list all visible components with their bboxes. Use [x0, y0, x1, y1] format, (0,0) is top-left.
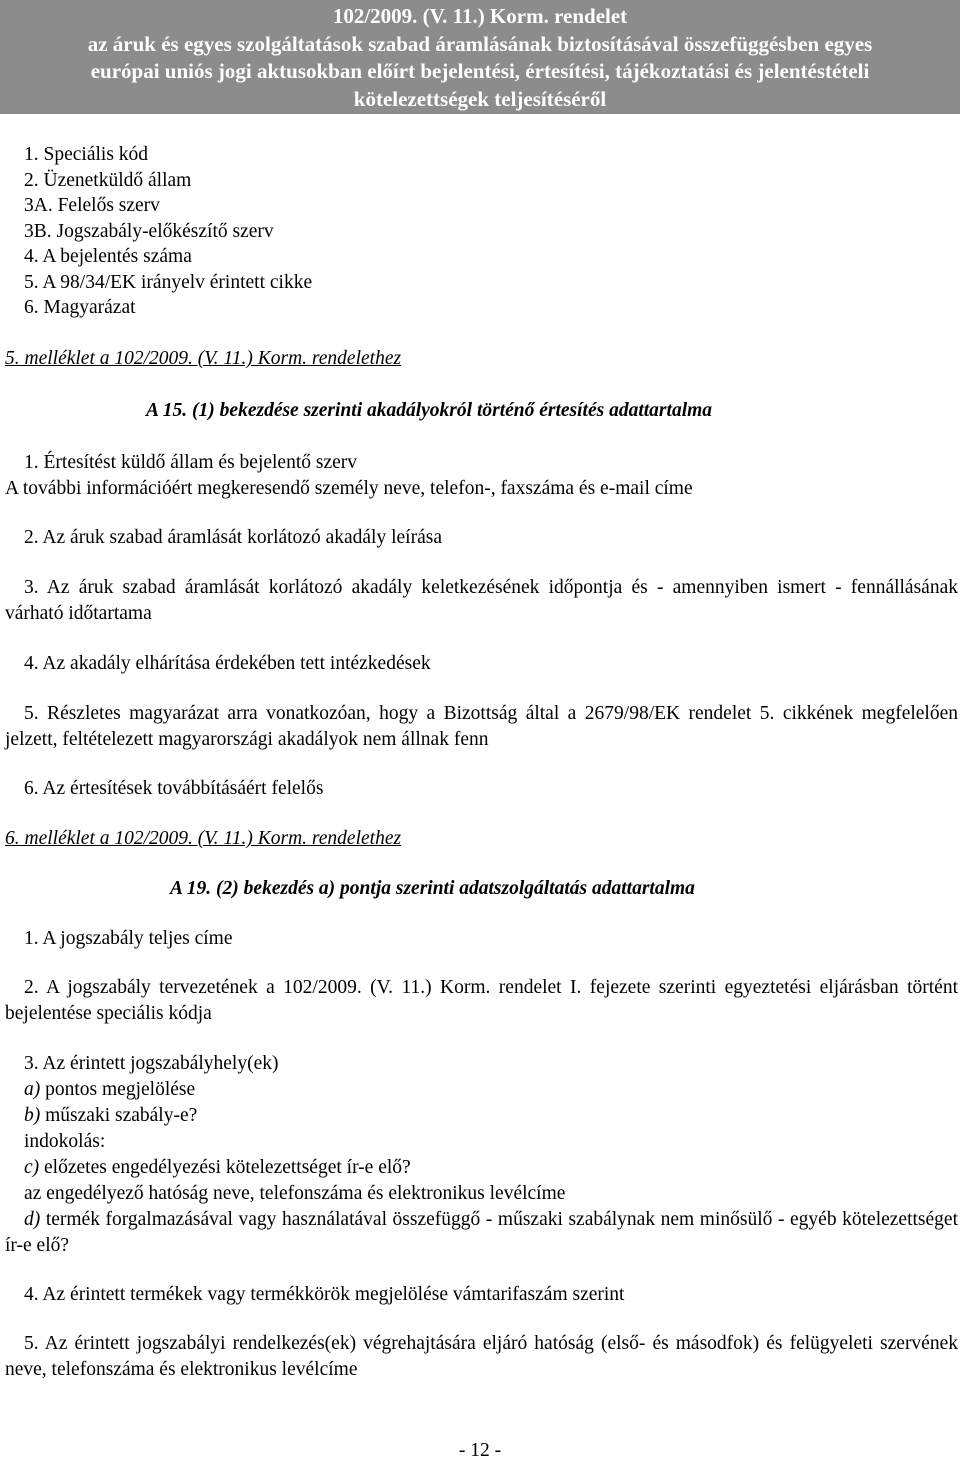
list-item: 1. Speciális kód: [24, 144, 149, 165]
annex-6-item-3-c: c) előzetes engedélyezési kötelezettséget ír-e elő?: [24, 1157, 411, 1178]
annex-5-item-3: 3. Az áruk szabad áramlását korlátozó akadály keletkezésének időpontja és - amennyiben ismert - fennállásának várható időtartama: [5, 577, 958, 624]
annex-5-item-6: 6. Az értesítések továbbításáért felelős: [24, 778, 324, 799]
header-line-4: kötelezettségek teljesítéséről: [353, 86, 607, 111]
annex-6-item-3-title: 3. Az érintett jogszabályhely(ek): [24, 1053, 279, 1074]
list-item: 6. Magyarázat: [24, 297, 136, 318]
list-item: 3B. Jogszabály-előkészítő szerv: [24, 220, 274, 242]
list-item: 5. A 98/34/EK irányelv érintett cikke: [24, 271, 313, 293]
annex-5-item-1-detail: A további információért megkeresendő személy neve, telefon-, faxszáma és e-mail címe: [5, 478, 693, 499]
annex-6-item-3-d: d) termék forgalmazásával vagy használatával összefüggő - műszaki szabálynak nem minősülő - egyéb kötelezettséget ír-e elő?: [5, 1209, 958, 1256]
annex-6-item-3-indoklas: indokolás:: [24, 1131, 106, 1152]
header-line-1: 102/2009. (V. 11.) Korm. rendelet: [332, 4, 628, 28]
field-list: [24, 142, 312, 321]
list-item: 4. A bejelentés száma: [24, 246, 192, 267]
annex-6-heading: A 19. (2) bekezdés a) pontja szerinti adatszolgáltatás adattartalma: [170, 878, 695, 899]
annex-5-item-2: 2. Az áruk szabad áramlását korlátozó akadály leírása: [24, 527, 442, 548]
annex-6-item-2: 2. A jogszabály tervezetének a 102/2009. (V. 11.) Korm. rendelet I. fejezete szerinti egyeztetési eljárásban történt bejelentése speciális kódja: [5, 977, 958, 1024]
header-line-2: az áruk és egyes szolgáltatások szabad áramlásának biztosításával összefüggésben egyes: [87, 31, 873, 56]
list-item: 3A. Felelős szerv: [24, 195, 160, 216]
annex-5-heading: A 15. (1) bekezdése szerinti akadályokról történő értesítés adattartalma: [146, 400, 713, 421]
annex-6-item-3-authority: az engedélyező hatóság neve, telefonszáma és elektronikus levélcíme: [24, 1183, 566, 1204]
annex-6-title: 6. melléklet a 102/2009. (V. 11.) Korm. rendelethez: [5, 828, 402, 849]
document-header: [0, 0, 960, 114]
annex-6-item-1: 1. A jogszabály teljes címe: [24, 928, 233, 949]
list-item: 2. Üzenetküldő állam: [24, 169, 192, 191]
header-line-3: európai uniós jogi aktusokban előírt bejelentési, értesítési, tájékoztatási és jelentéstételi: [90, 59, 870, 83]
annex-5-item-5: 5. Részletes magyarázat arra vonatkozóan, hogy a Bizottság által a 2679/98/EK rendelet 5. cikkének megfelelően jelzett, feltételezett magyarországi akadályok nem állnak fenn: [5, 703, 958, 750]
annex-6-item-3-a: a) pontos megjelölése: [24, 1079, 196, 1100]
annex-6-item-3-b: b) műszaki szabály-e?: [24, 1105, 198, 1126]
annex-5-item-1: 1. Értesítést küldő állam és bejelentő szerv: [24, 452, 358, 473]
annex-5-title: 5. melléklet a 102/2009. (V. 11.) Korm. rendelethez: [5, 348, 402, 369]
annex-6-item-4: 4. Az érintett termékek vagy termékkörök megjelölése vámtarifaszám szerint: [24, 1284, 625, 1305]
page-number: - 12 -: [458, 1440, 502, 1461]
annex-6-item-5: 5. Az érintett jogszabályi rendelkezés(ek) végrehajtására eljáró hatóság (első- és másodfok) és felügyeleti szervének neve, telefonszáma és elektronikus levélcíme: [5, 1333, 958, 1380]
annex-5-item-4: 4. Az akadály elhárítása érdekében tett intézkedések: [24, 653, 431, 674]
